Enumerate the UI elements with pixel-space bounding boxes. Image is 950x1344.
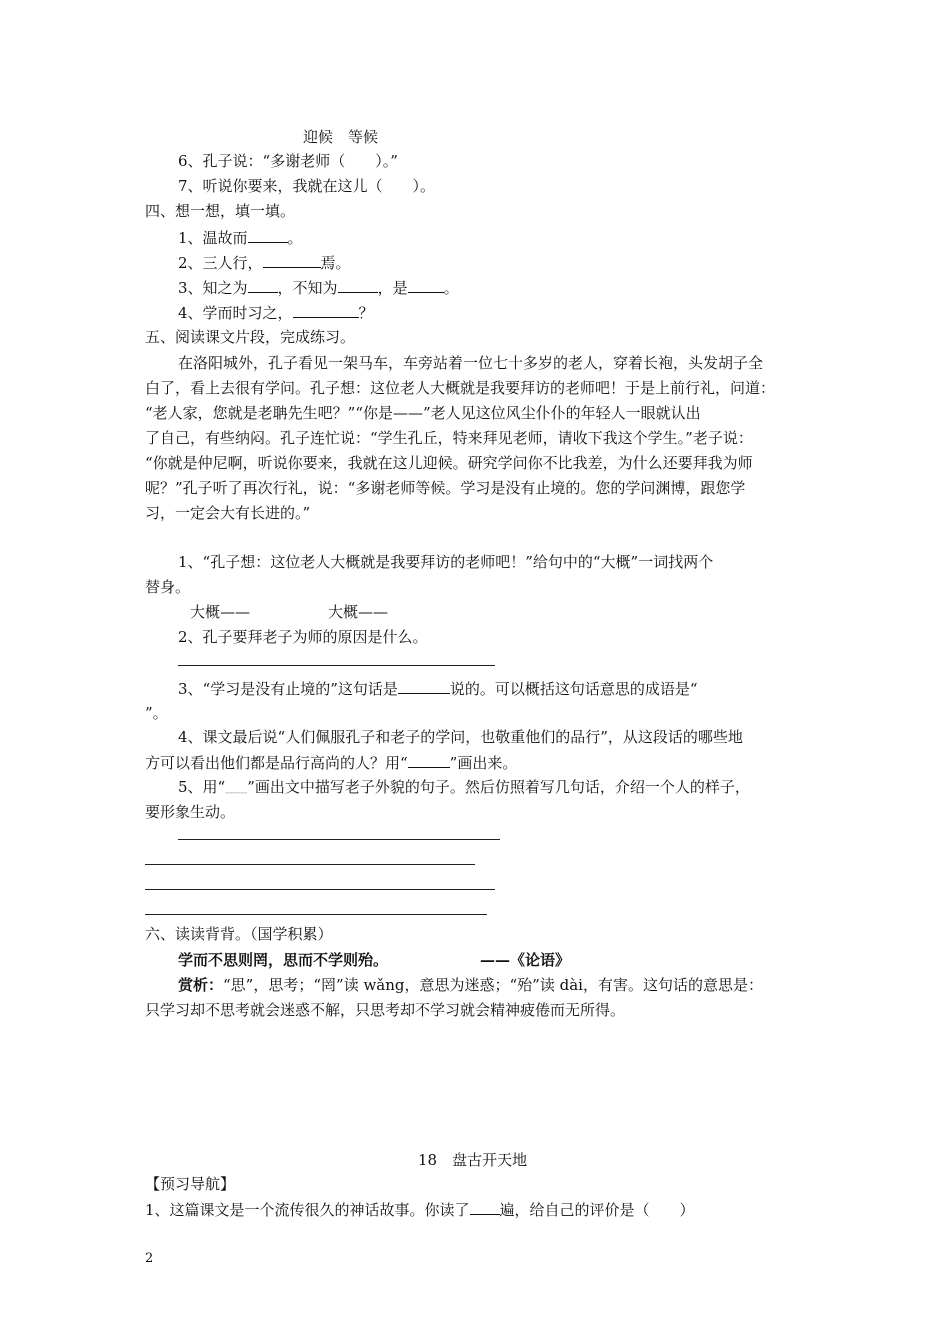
section-4-heading: 四、想一想，填一填。	[145, 202, 296, 220]
q3-item-7: 7、听说你要来，我就在这儿（ ）。	[178, 177, 436, 195]
passage-line: “老人家，您就是老聃先生吧？”“你是——”老人见这位风尘仆仆的年轻人一眼就认出	[145, 404, 701, 422]
preview-guide-heading: 【预习导航】	[145, 1175, 236, 1193]
passage-line: 了自己，有些纳闷。孔子连忙说：“学生孔丘，特来拜见老师，请收下我这个学生。”老子说：	[145, 429, 753, 447]
q4-item-3	[178, 277, 459, 298]
q4-item-3-end: 。	[443, 279, 459, 297]
passage-line: 在洛阳城外，孔子看见一架马车，车旁站着一位七十多岁的老人，穿着长袍，头发胡子全	[178, 354, 764, 372]
wavy-underline-sample: ﹏﹏	[225, 782, 248, 795]
answer-line[interactable]	[145, 864, 475, 865]
section-5-heading: 五、阅读课文片段，完成练习。	[145, 328, 356, 346]
q5-item-4: 4、课文最后说“人们佩服孔子和老子的学问，也敬重他们的品行”，从这段话的哪些地	[178, 728, 743, 746]
q5-item-4-text: 方可以看出他们都是品行高尚的人？用“	[145, 754, 408, 772]
lesson-title: 18 盘古开天地	[418, 1151, 528, 1169]
passage-line: 呢？”孔子听了再次行礼，说：“多谢老师等候。学习是没有止境的。您的学问渊博，跟您学	[145, 479, 746, 497]
q5-item-3	[178, 678, 698, 699]
q5-item-2: 2、孔子要拜老子为师的原因是什么。	[178, 628, 428, 646]
page-number: 2	[145, 1251, 154, 1266]
section-6-heading: 六、读读背背。（国学积累）	[145, 925, 333, 943]
q5-item-4-end: ”画出来。	[449, 754, 518, 772]
blank[interactable]	[398, 678, 450, 694]
q4-item-3-mid2: ，是	[377, 279, 408, 297]
quote-source: ——《论语》	[480, 951, 571, 969]
passage-line: “你就是仲尼啊，听说你要来，我就在这儿迎候。研究学问你不比我差，为什么还要拜我为师	[145, 454, 753, 472]
blank[interactable]	[248, 227, 288, 243]
lesson-item-1	[145, 1199, 695, 1220]
blank[interactable]	[470, 1199, 500, 1215]
blank[interactable]	[293, 302, 359, 318]
q3-item-6: 6、孔子说：“多谢老师（ ）。”	[178, 152, 398, 170]
q5-item-4-cont	[145, 752, 517, 773]
lesson-item-1-text: 1、这篇课文是一个流传很久的神话故事。你读了	[145, 1201, 470, 1219]
q4-item-2-end: 焉。	[320, 254, 351, 272]
q4-item-1-text: 1、温故而	[178, 229, 248, 247]
q4-item-4-text: 4、学而时习之，	[178, 304, 293, 322]
blank[interactable]	[263, 252, 321, 268]
appreciation-text: “思”，思考；“罔”读 wǎng，意思为迷惑；“殆”读 dài，有害。这句话的意思是：	[223, 976, 763, 994]
q4-item-3-mid: ，不知为	[277, 279, 338, 297]
appreciation-note	[178, 975, 763, 995]
q5-item-1: 1、“孔子想：这位老人大概就是我要拜访的老师吧！”给句中的“大概”一词找两个	[178, 553, 714, 571]
blank[interactable]	[248, 277, 278, 293]
appreciation-cont: 只学习却不思考就会迷惑不解，只思考却不学习就会精神疲倦而无所得。	[145, 1001, 626, 1019]
q4-item-2-text: 2、三人行，	[178, 254, 263, 272]
lesson-item-1-end: 遍，给自己的评价是（ ）	[499, 1201, 695, 1219]
q5-item-3-cont: ”。	[145, 704, 168, 722]
answer-line[interactable]	[145, 889, 495, 890]
q4-item-4-end: ？	[358, 304, 374, 322]
q5-item-1-cont: 替身。	[145, 578, 191, 596]
q5-item-5	[178, 777, 750, 799]
passage-line: 白了，看上去很有学问。孔子想：这位老人大概就是我要拜访的老师吧！于是上前行礼，问道：	[145, 379, 776, 397]
word-choices: 迎候 等候	[303, 128, 379, 146]
appreciation-label: 赏析：	[178, 976, 224, 994]
synonym-prompt-1: 大概——	[190, 603, 251, 621]
passage-line: 习，一定会大有长进的。”	[145, 504, 311, 522]
answer-line[interactable]	[145, 914, 487, 915]
q5-item-3-text: 3、“学习是没有止境的”这句话是	[178, 680, 398, 698]
q4-item-3-text: 3、知之为	[178, 279, 248, 297]
q4-item-2	[178, 252, 351, 273]
blank[interactable]	[408, 277, 444, 293]
q5-item-5-cont: 要形象生动。	[145, 803, 236, 821]
synonym-prompt-2: 大概——	[328, 603, 389, 621]
q4-item-1	[178, 227, 303, 248]
classical-quote: 学而不思则罔，思而不学则殆。	[178, 951, 389, 969]
answer-line[interactable]	[178, 665, 495, 666]
straight-underline-sample	[408, 752, 450, 768]
answer-line[interactable]	[178, 839, 500, 840]
blank[interactable]	[338, 277, 378, 293]
q4-item-1-end: 。	[287, 229, 303, 247]
q5-item-5-text-2: ”画出文中描写老子外貌的句子。然后仿照着写几句话，介绍一个人的样子，	[247, 778, 750, 796]
q5-item-5-text: 5、用“	[178, 778, 226, 796]
q4-item-4	[178, 302, 374, 323]
q5-item-3-text-2: 说的。可以概括这句话意思的成语是“	[449, 680, 698, 698]
